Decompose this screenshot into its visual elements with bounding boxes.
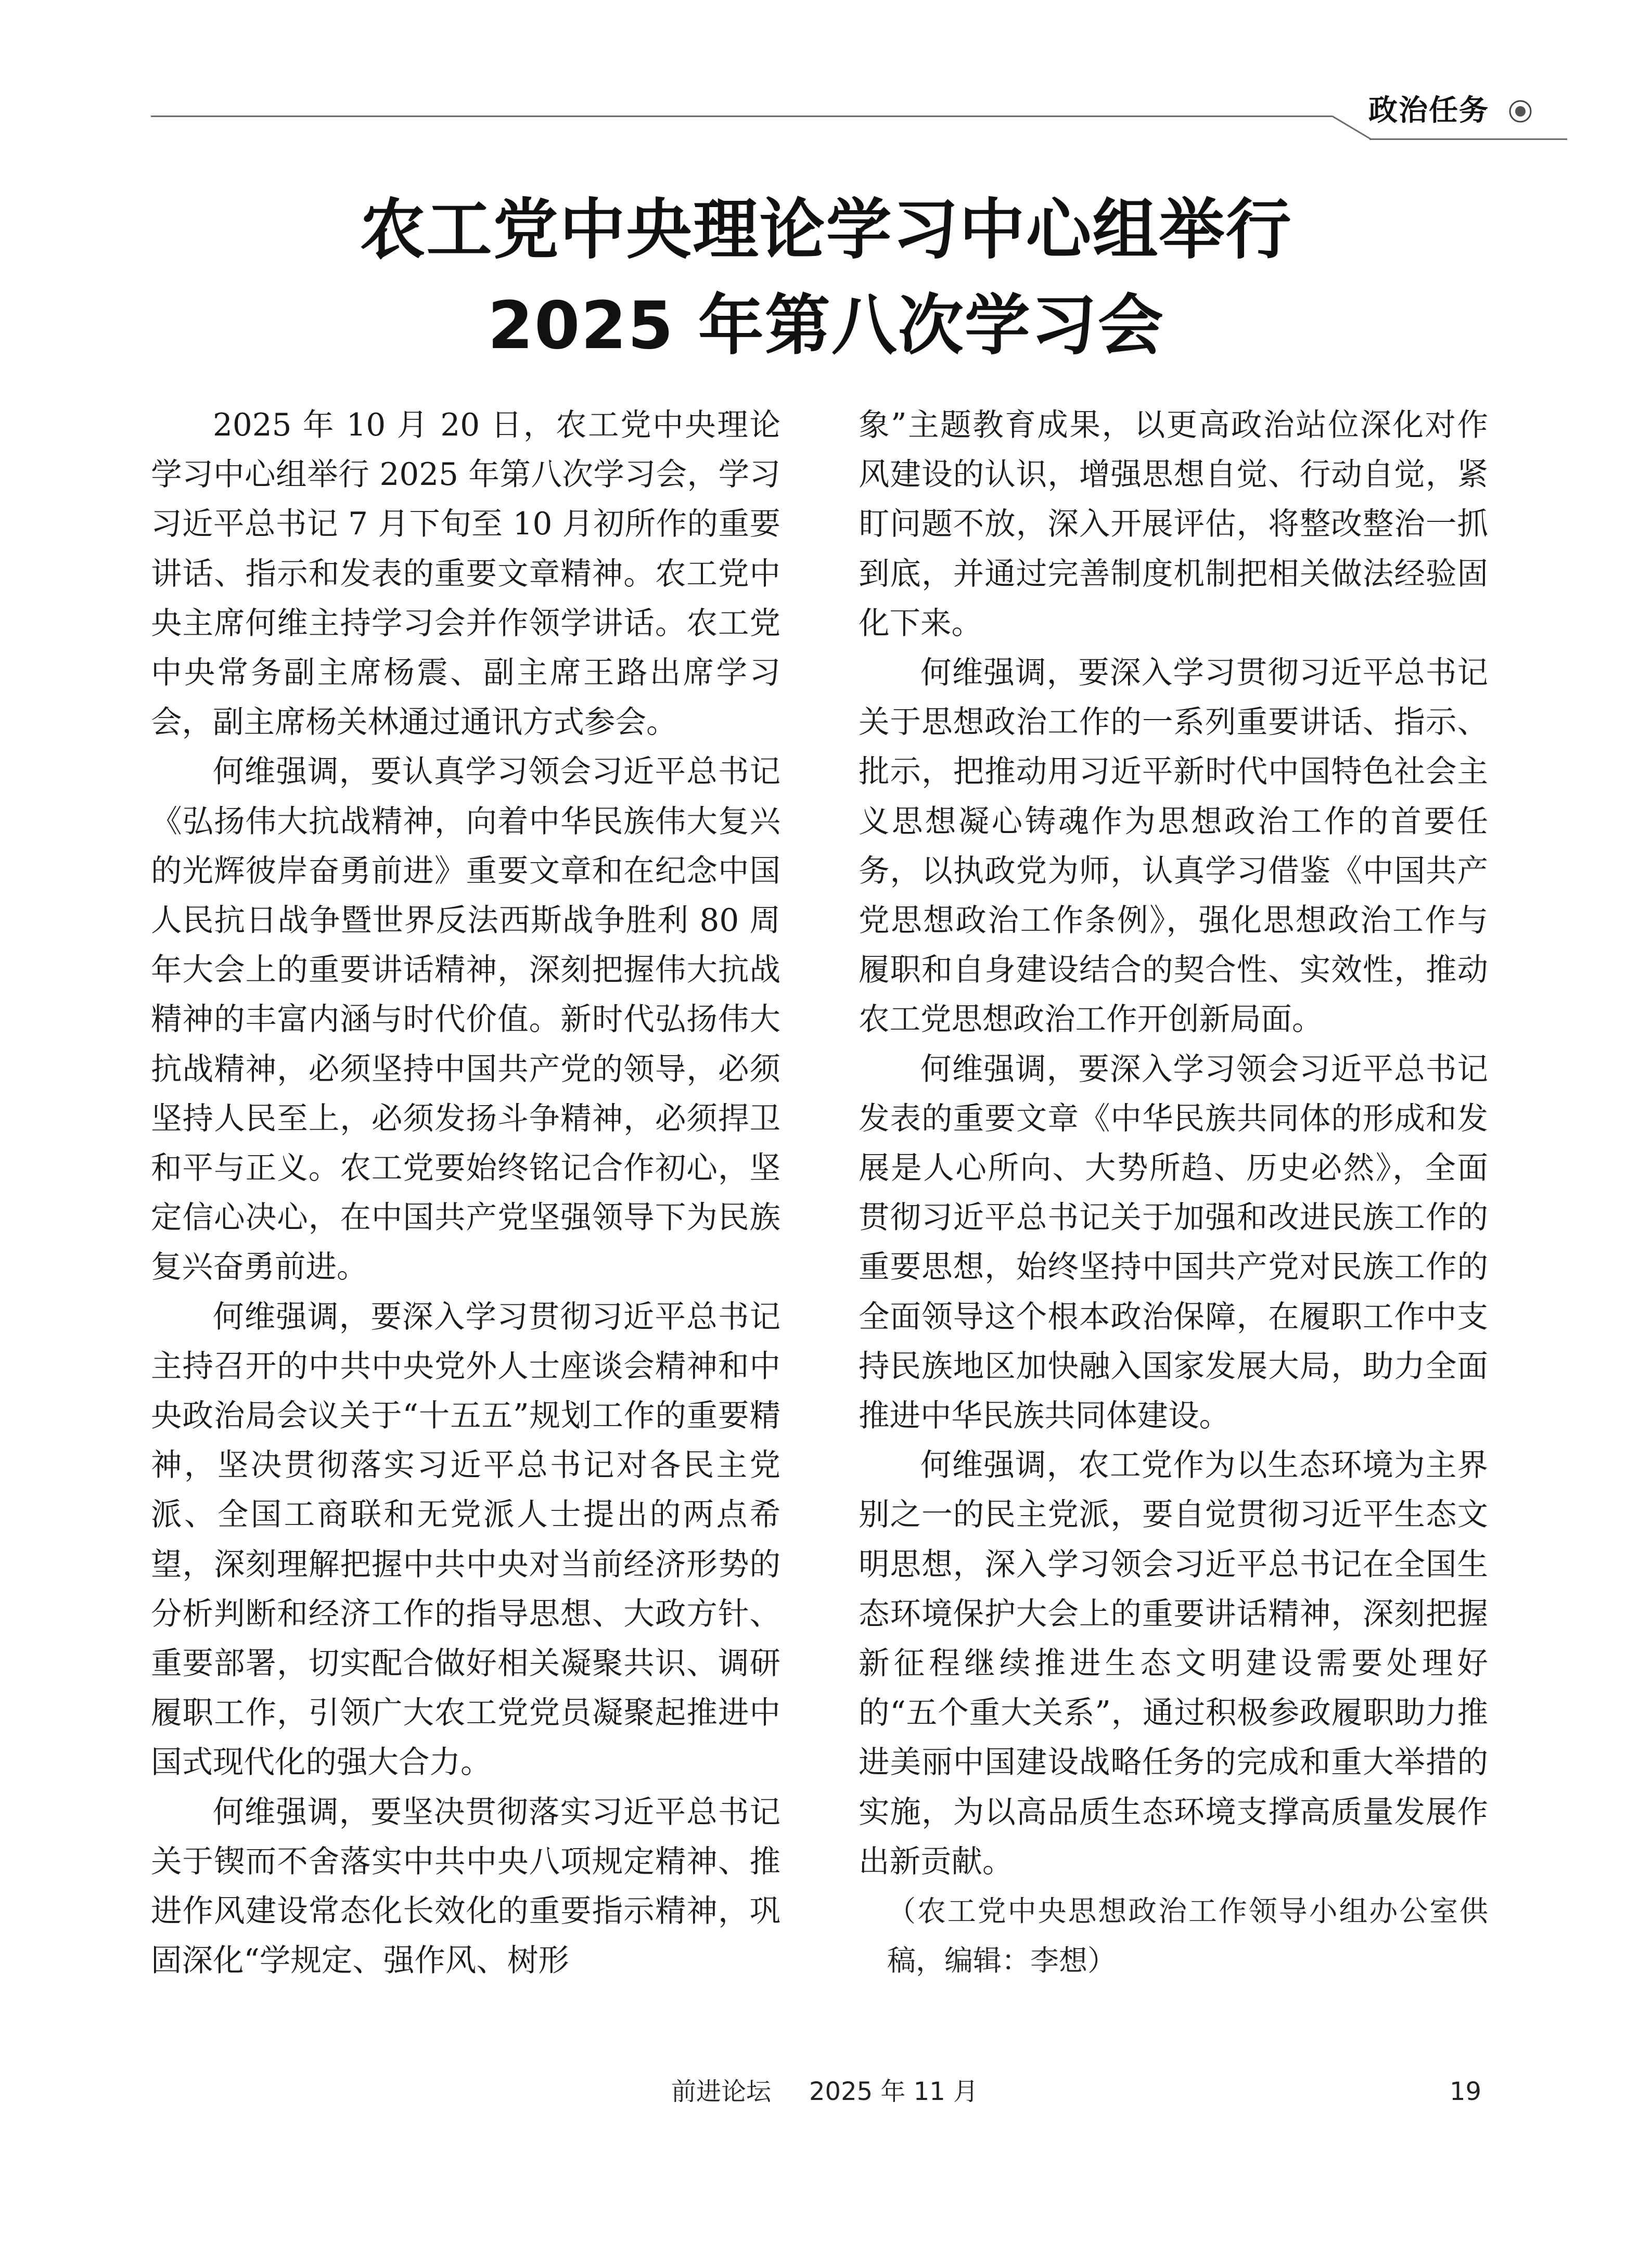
- footer-issue-date: 2025 年 11 月: [809, 2077, 979, 2106]
- left-column: [151, 401, 780, 1986]
- section-label: 政治任务: [1368, 93, 1489, 127]
- title-line-2: 2025 年第八次学习会: [488, 287, 1164, 364]
- body-paragraph: 何维强调，要深入学习领会习近平总书记发表的重要文章《中华民族共同体的形成和发展是人心所向、大势所趋、历史必然》，全面贯彻习近平总书记关于加强和改进民族工作的重要思想，始终坚持中国共产党对民族工作的全面领导这个根本政治保障，在履职工作中支持民族地区加快融入国家发展大局，助力全面推进中华民族共同体建设。: [859, 1051, 1488, 1434]
- header-rule-bend: [1332, 116, 1374, 140]
- footer-magazine-name: 前进论坛: [671, 2077, 772, 2106]
- bullseye-icon: [1508, 99, 1533, 124]
- right-column: [859, 401, 1488, 1986]
- body-paragraph: 何维强调，要深入学习贯彻习近平总书记关于思想政治工作的一系列重要讲话、指示、批示，把推动用习近平新时代中国特色社会主义思想凝心铸魂作为思想政治工作的首要任务，以执政党为师，认真学习借鉴《中国共产党思想政治工作条例》，强化思想政治工作与履职和自身建设结合的契合性、实效性，推动农工党思想政治工作开创新局面。: [859, 655, 1488, 1038]
- body-paragraph-continued: 象”主题教育成果，以更高政治站位深化对作风建设的认识，增强思想自觉、行动自觉，紧盯问题不放，深入开展评估，将整改整治一抓到底，并通过完善制度机制把相关做法经验固化下来。: [859, 407, 1488, 642]
- body-paragraph: 何维强调，要深入学习贯彻习近平总书记主持召开的中共中央党外人士座谈会精神和中央政治局会议关于“十五五”规划工作的重要精神，坚决贯彻落实习近平总书记对各民主党派、全国工商联和无党派人士提出的两点希望，深刻理解把握中共中央对当前经济形势的分析判断和经济工作的指导思想、大政方针、重要部署，切实配合做好相关凝聚共识、调研履职工作，引领广大农工党党员凝聚起推进中国式现代化的强大合力。: [151, 1299, 780, 1781]
- header-rule: [151, 116, 1332, 117]
- article-credit: （农工党中央思想政治工作领导小组办公室供稿，编辑：李想）: [887, 1894, 1488, 1978]
- body-paragraph: 何维强调，农工党作为以生态环境为主界别之一的民主党派，要自觉贯彻习近平生态文明思想，深入学习领会习近平总书记在全国生态环境保护大会上的重要讲话精神，深刻把握新征程继续推进生态文明建设需要处理好的“五个重大关系”，通过积极参政履职助力推进美丽中国建设战略任务的完成和重大举措的实施，为以高品质生态环境支撑高质量发展作出新贡献。: [859, 1447, 1488, 1880]
- header-rule-lower: [1369, 138, 1567, 140]
- body-paragraph: 2025 年 10 月 20 日，农工党中央理论学习中心组举行 2025 年第八次学习会，学习习近平总书记 7 月下旬至 10 月初所作的重要讲话、指示和发表的重要文章精神。农工党中央主席何维主持学习会并作领学讲话。农工党中央常务副主席杨震、副主席王路出席学习会，副主席杨关林通过通讯方式参会。: [151, 407, 780, 741]
- body-paragraph: 何维强调，要坚决贯彻落实习近平总书记关于锲而不舍落实中共中央八项规定精神、推进作风建设常态化长效化的重要指示精神，巩固深化“学规定、强作风、树形: [151, 1794, 780, 1979]
- footer-page-number: 19: [1450, 2077, 1482, 2106]
- article-title: [0, 182, 1652, 374]
- title-line-1: 农工党中央理论学习中心组举行: [360, 191, 1292, 268]
- body-paragraph: 何维强调，要认真学习领会习近平总书记《弘扬伟大抗战精神，向着中华民族伟大复兴的光辉彼岸奋勇前进》重要文章和在纪念中国人民抗日战争暨世界反法西斯战争胜利 80 周年大会上的重要讲话精神，深刻把握伟大抗战精神的丰富内涵与时代价值。新时代弘扬伟大抗战精神，必须坚持中国共产党的领导，必须坚持人民至上，必须发扬斗争精神，必须捍卫和平与正义。农工党要始终铭记合作初心，坚定信心决心，在中国共产党坚强领导下为民族复兴奋勇前进。: [151, 754, 780, 1286]
